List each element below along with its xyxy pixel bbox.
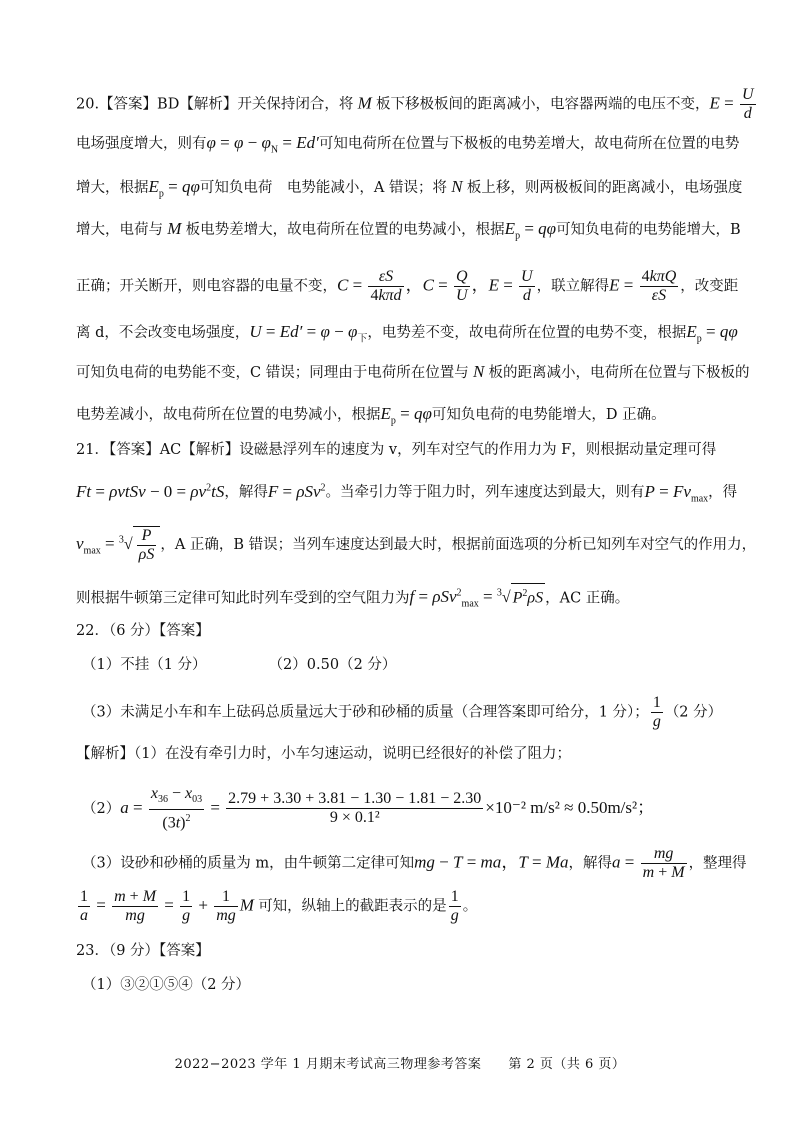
q21-line-4: 则根据牛顿第三定律可知此时列车受到的空气阻力为f = ρSv$^2_{max}$ = $^3$√ $P^2\rho S$ ，AC 正确。: [76, 583, 736, 615]
q22-analysis-1: 【解析】（1）在没有牵引力时，小车匀速运动，说明已经很好的补偿了阻力；: [76, 746, 571, 762]
q22-analysis-2: （2）a = $\frac{x_{36} - x_{03}}{(3t)^2}$ = $\frac{2.79 + 3.30 + 3.81 - 1.30 - 1.81 - 2.30}{\text{9 × 0.1²}}$ ×10⁻² m/s² ≈ 0.50m/s²；: [82, 785, 655, 832]
q21-line-2: Ft = ρvtSv − $0 = \rho v^2tS$，解得F = ρSv$^2$。当牵引力等于阻力时，列车速度达到最大，则有$P = Fv_{max}$，得: [76, 481, 738, 505]
q21-line-3: $v_{max} = ^3√$ $\frac{P}{\rho S}$ ，A 正确，B 错误；当列车速度达到最大时，根据前面选项的分析已知列车对空气的作用力，: [76, 527, 757, 563]
q20-line-2: 电场强度增大，则有$\varphi = \varphi - \varphi_N = Ed'$可知电荷所在位置与下极板的电势差增大，故电荷所在位置的电势: [76, 133, 740, 156]
q23-header: 23．（9 分）【答案】: [76, 943, 210, 959]
q20-line-7: 可知负电荷的电势能不变，C 错误；同理由于电荷所在位置与 N 板的距离减小，电荷所在位置与下极板的: [76, 362, 750, 381]
q22-answer-3: （3）未满足小车和车上砝码总质量远大于砂和砂桶的质量（合理答案即可给分，1 分）； $\frac{1}{g}$ （2 分）: [82, 694, 723, 730]
q22-analysis-4: $\frac{1}{a}$ = $\frac{m + M}{mg}$ = $\frac{1}{g}$ + $\frac{1}{mg}$ M 可知，纵轴上的截距表示的是 $\frac{1}{g}$ 。: [80, 888, 478, 924]
q21-line-1: 21．【答案】AC【解析】设磁悬浮列车的速度为 v，列车对空气的作用力为 F，则根据动量定理可得: [76, 442, 717, 458]
q23-answer-1: （1）③②①⑤④（2 分）: [82, 977, 251, 993]
q22-header: 22．（6 分）【答案】: [76, 623, 210, 639]
formula-u-over-d: $\frac{U}{d}$: [742, 86, 754, 122]
q20-line-8: 电势差减小，故电荷所在位置的电势减小，根据$E_p = q\varphi$可知负电荷的电势能增大，D 正确。: [76, 404, 666, 427]
q20-line-5: 正确；开关断开，则电容器的电量不变，C = $\frac{\varepsilon S}{\text{4kπd}}$ ，C = $\frac{Q}{U}$ ，E = $\frac{U}{d}$ ，联立解得E = $\frac{\text{4kπQ}}{\varepsilon S}$ ，改变距: [76, 268, 739, 304]
q20-line-6: 离 d，不会改变电场强度，$U = Ed' = \varphi - \varphi_下$，电势差不变，故电荷所在位置的电势不变，根据$E_p = q\varphi$: [76, 322, 738, 345]
q22-analysis-3: （3）设砂和砂桶的质量为 m，由牛顿第二定律可知mg − T = ma，T = Ma，解得a = $\frac{mg}{m + M}$ ，整理得: [82, 845, 747, 881]
page-footer: 2022−2023 学年 1 月期末考试高三物理参考答案 第 2 页（共 6 页）: [174, 1057, 626, 1072]
q20-line-1: 20.【答案】BD【解析】开关保持闭合，将 M 板下移极板间的距离减小，电容器两端的电压不变，E = $\frac{U}{d}$: [76, 86, 754, 122]
q20-line-4: 增大，电荷与 M 板电势差增大，故电荷所在位置的电势减小，根据$E_p = q\varphi$可知负电荷的电势能增大，B: [76, 219, 741, 242]
q20-line-3: 增大，根据$E_p = q\varphi$可知负电荷 电势能减小，A 错误；将 N 板上移，则两极板间的距离减小，电场强度: [76, 177, 743, 200]
q22-answer-1-2: （1）不挂（1 分） （2）0.50（2 分）: [82, 657, 397, 673]
